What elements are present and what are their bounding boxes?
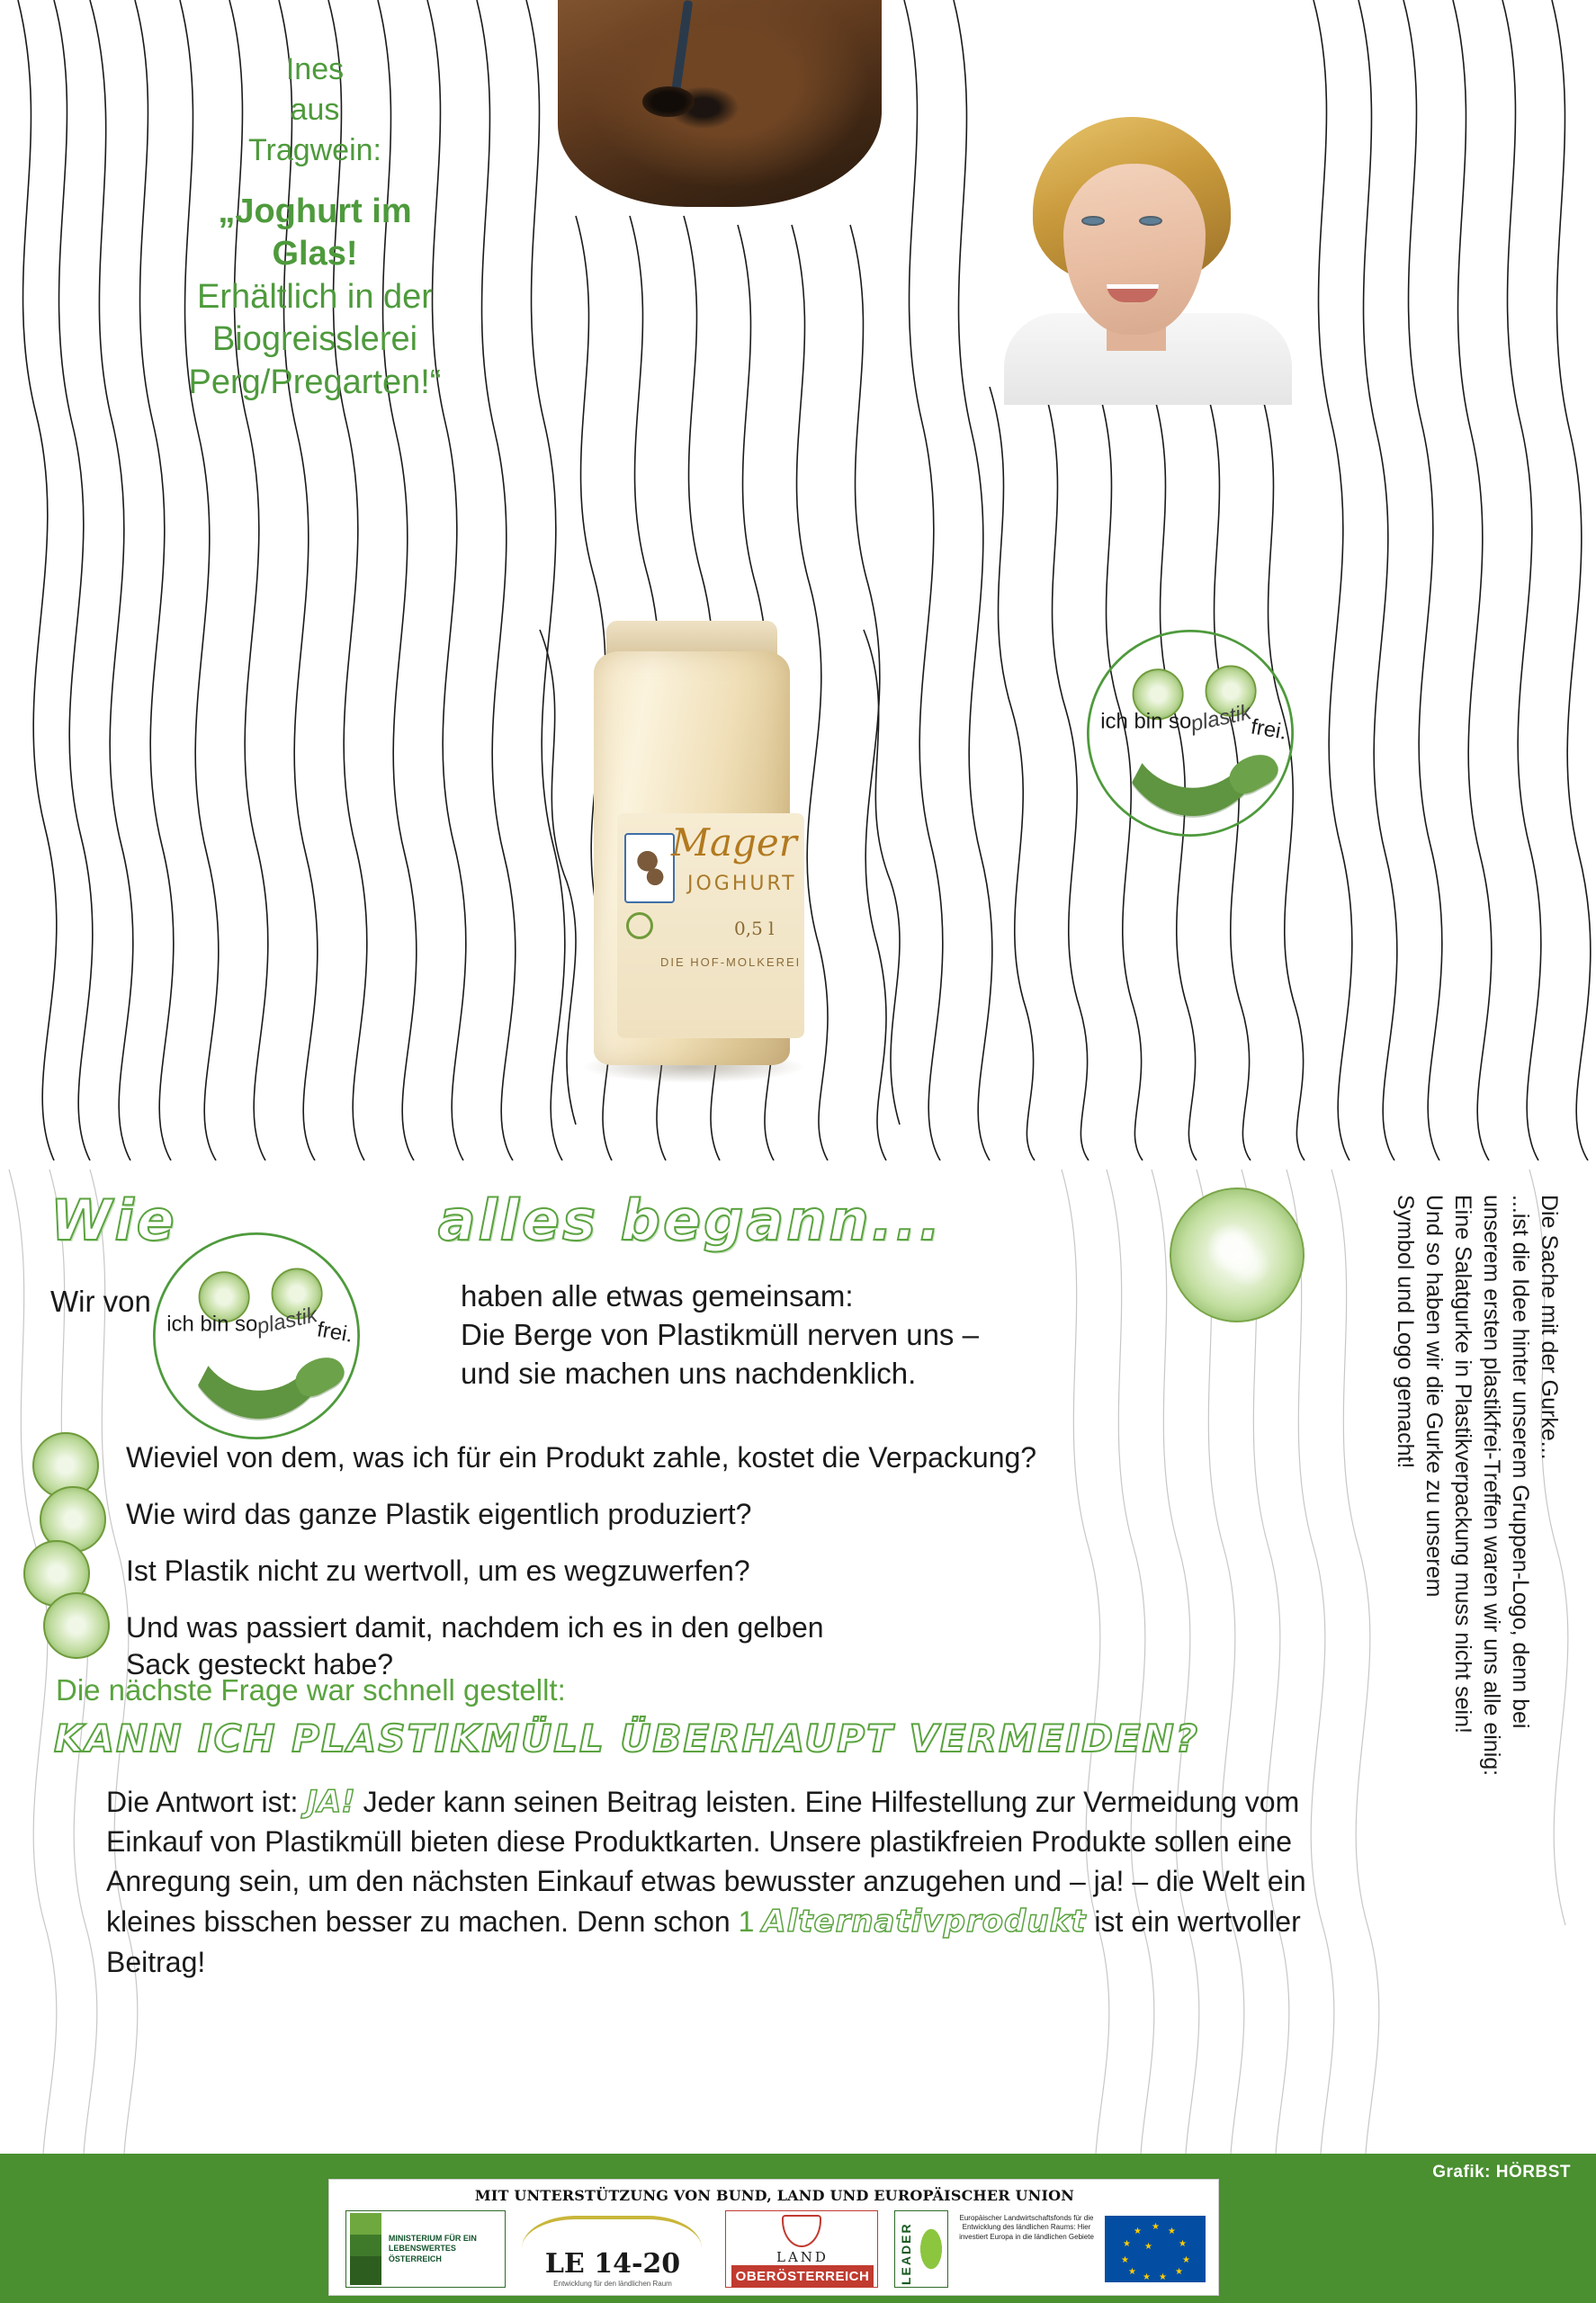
portrait-eye-left [1081,216,1105,226]
side-note-line-4: Eine Salatgurke in Plastikverpackung muss nicht sein! [1450,1195,1475,1734]
side-note-line-1: Die Sache mit der Gurke... [1537,1195,1562,1460]
testimonial-name-line-3: Tragwein: [247,132,382,167]
leader-label: LEADER [899,2222,913,2285]
cucumber-slice-large-icon [1170,1187,1305,1322]
answer-lead: Die Antwort ist: [106,1786,299,1818]
jar-product: JOGHURT [687,873,797,895]
eu-star-icon: ★ [1182,2255,1190,2265]
intro-line-2: Die Berge von Plastikmüll nerven uns – [461,1317,979,1351]
side-note-line-2: ...ist die Idee hinter unserem Gruppen-Logo, denn bei [1508,1195,1533,1729]
question-item-1: Wieviel von dem, was ich für ein Produkt zahle, kostet die Verpackung? [126,1441,1037,1474]
plastikfrei-slogan-inline [162,1302,359,1348]
slogan-prefix-top: ich bin so [1100,708,1192,733]
side-note-vertical [1385,1195,1574,2112]
answer-number-one: 1 [738,1905,755,1939]
eu-star-icon: ★ [1143,2272,1151,2282]
eu-star-icon: ★ [1121,2255,1129,2265]
testimonial-quote-line-3: Erhältlich in der [197,277,433,316]
intro-line-3: und sie machen uns nachdenklich. [461,1356,917,1390]
big-question-headline: KANN ICH PLASTIKMÜLL ÜBERHAUPT VERMEIDEN? [54,1716,1200,1761]
side-note-line-6: Symbol und Logo gemacht! [1393,1195,1418,1469]
answer-body-5: kleines bisschen besser zu machen. Denn schon [106,1905,731,1939]
question-item-4-line-1: Und was passiert damit, nachdem ich es in den gelben [126,1610,824,1644]
eu-star-icon: ★ [1159,2272,1167,2282]
logo-land-oberoesterreich [725,2210,878,2288]
slogan-frei-top: frei. [1249,713,1289,745]
cucumber-smiley-logo-inline [153,1232,360,1439]
bio-seal-icon [626,912,653,939]
credit-label: Grafik: HÖRBST [1432,2163,1571,2182]
answer-ja: JA! [306,1784,355,1820]
horse-photo [558,0,882,207]
slogan-plastik-inline: plastik [255,1302,320,1340]
coat-of-arms-icon [782,2215,821,2247]
side-note-line-5: Und so haben wir die Gurke zu unserem [1421,1195,1447,1598]
question-item-4 [126,1609,1206,1683]
ooe-label: OBERÖSTERREICH [731,2265,874,2287]
answer-body-1: Jeder kann seinen Beitrag leisten. Eine Hilfestellung [363,1786,1027,1818]
testimonial-quote-line-4: Biogreisslerei [211,320,418,359]
portrait-photo-ines [981,108,1305,405]
land-label: LAND [776,2249,829,2265]
eu-star-icon: ★ [1175,2267,1183,2277]
jar-brand: Mager [671,820,797,865]
jar-label [617,813,804,1038]
portrait-eye-right [1139,216,1162,226]
intro-line-1: haben alle etwas gemeinsam: [461,1279,854,1313]
testimonial-text [135,49,495,404]
funding-logo-strip [328,2179,1219,2296]
eu-star-icon: ★ [1168,2227,1176,2236]
answer-body-2: zur Vermeidung vom Einkauf von Plastikmüll bieten diese Produktkarten. [106,1786,1300,1859]
testimonial-quote-line-5: Perg/Pregarten!“ [188,363,442,401]
side-note-line-3: unserem ersten plastikfrei-Treffen waren wir uns alle einig: [1479,1195,1504,1777]
cucumber-smiley-logo-top [1087,630,1294,837]
testimonial-name-line-1: Ines [285,52,345,86]
logo-elerf-text: Europäischer Landwirtschaftsfonds für die Entwicklung des ländlichen Raums: Hier investiert Europa in die ländlichen Gebiete [959,2214,1094,2241]
logo-european-union [1105,2216,1206,2282]
cow-icon [624,833,675,903]
answer-body-6: ist ein wertvoller Beitrag! [106,1905,1301,1978]
cucumber-mouth-icon [180,1328,337,1419]
bullet-cucumber-icon-4 [43,1592,110,1659]
question-item-2: Wie wird das ganze Plastik eigentlich produziert? [126,1497,752,1530]
answer-body-3: Unsere plastikfreien Produkte sollen eine Anregung sein, um den [106,1825,1293,1897]
jar-size: 0,5 l [734,918,775,939]
testimonial-quote-line-2: Glas! [272,235,358,273]
slogan-plastik-top: plastik [1188,699,1254,737]
eu-star-icon: ★ [1134,2227,1142,2236]
le-subtitle: Entwicklung für den ländlichen Raum [553,2280,672,2288]
testimonial-quote-line-1: „Joghurt im [218,192,412,230]
bottom-panel [0,1169,1596,2303]
question-item-3: Ist Plastik nicht zu wertvoll, um es wegzuwerfen? [126,1554,750,1587]
jar-producer: DIE HOF-MOLKEREI [660,955,802,969]
ministry-emblem-icon [350,2213,381,2285]
answer-body-4: nächsten Einkauf etwas bewusster anzugehen und – ja! – die Welt ein [411,1864,1306,1897]
jar-body [594,651,802,1065]
footer-bar [0,2154,1596,2303]
eu-star-icon: ★ [1152,2222,1160,2232]
horse-eye [642,86,695,117]
funding-support-line: MIT UNTERSTÜTZUNG VON BUND, LAND UND EUROPÄISCHER UNION [474,2187,1075,2204]
cucumber-mouth-icon [1114,725,1271,816]
plastikfrei-slogan-top [1096,699,1293,745]
eu-star-icon: ★ [1179,2239,1187,2249]
logo-leader [894,2210,948,2288]
answer-alternativprodukt: Alternativprodukt [762,1904,1087,1940]
intro-prefix: Wir von [50,1285,151,1318]
headline-part-1: Wie [50,1187,177,1253]
logo-ministry [345,2210,506,2288]
portrait-face [1063,164,1206,335]
intro-paragraph [461,1277,979,1393]
question-list [126,1439,1206,1703]
next-question-label: Die nächste Frage war schnell gestellt: [56,1673,566,1707]
testimonial-name-line-2: aus [290,92,340,127]
slogan-prefix-inline: ich bin so [166,1311,258,1336]
yogurt-jar-photo [576,621,810,1089]
eu-star-icon: ★ [1144,2242,1152,2252]
eu-star-icon: ★ [1123,2239,1131,2249]
slogan-frei-inline: frei. [315,1316,355,1348]
logo-le-14-20 [518,2210,707,2288]
headline-part-2: alles begann... [437,1187,944,1253]
le-arc-icon [522,2216,702,2248]
leaf-icon [919,2226,944,2272]
question-item-4-line-2: Sack gesteckt habe? [126,1647,394,1680]
answer-paragraph [106,1781,1312,1982]
le-title: LE 14-20 [544,2248,681,2280]
ministry-label: MINISTERIUM FÜR EIN LEBENSWERTES ÖSTERREICH [388,2234,477,2263]
testimonial-quote [135,191,495,405]
eu-star-icon: ★ [1128,2267,1136,2277]
